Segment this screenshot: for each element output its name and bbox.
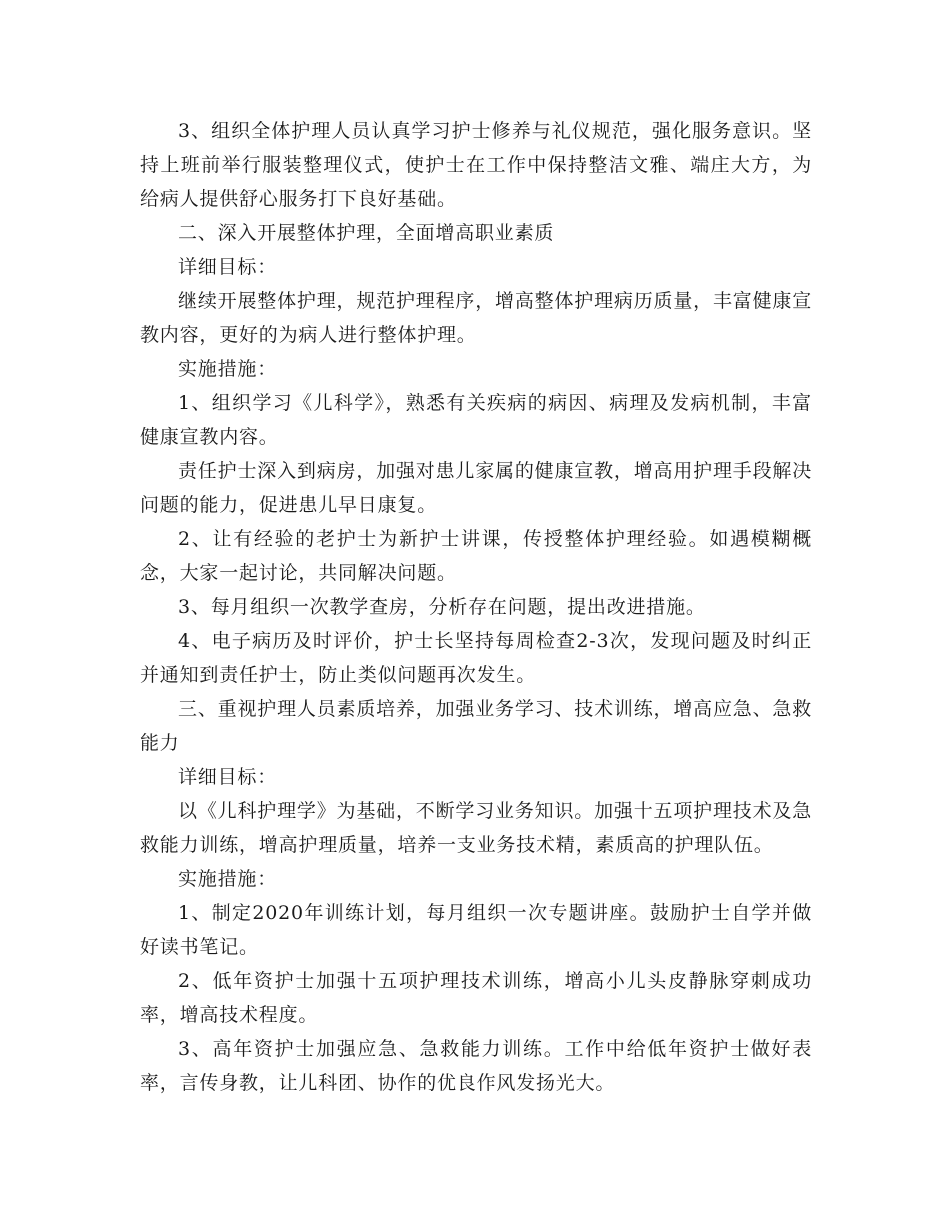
section-heading-2: 二、深入开展整体护理，全面增高职业素质 <box>178 222 555 244</box>
training-item-2: 2、低年资护士加强十五项护理技术训练，增高小儿头皮静脉穿刺成功率，增高技术程度。 <box>140 970 812 1026</box>
measure-item-3: 3、每月组织一次教学查房，分析存在问题，提出改进措施。 <box>178 596 706 618</box>
document-body <box>140 114 812 1100</box>
paragraph-nurse-duty: 责任护士深入到病房，加强对患儿家属的健康宣教，增高用护理手段解决问题的能力，促进患儿早日康复。 <box>140 460 812 516</box>
subheading-measures-2: 实施措施： <box>178 868 278 890</box>
subheading-goal-2: 详细目标： <box>178 766 278 788</box>
subheading-measures: 实施措施： <box>178 358 278 380</box>
measure-item-4: 4、电子病历及时评价，护士长坚持每周检查2-3次，发现问题及时纠正并通知到责任护士，防止类似问题再次发生。 <box>140 630 812 686</box>
section-heading-3: 三、重视护理人员素质培养，加强业务学习、技术训练，增高应急、急救能力 <box>140 698 812 754</box>
training-item-3: 3、高年资护士加强应急、急救能力训练。工作中给低年资护士做好表率，言传身教，让儿科团、协作的优良作风发扬光大。 <box>140 1038 812 1094</box>
subheading-goal: 详细目标： <box>178 256 278 278</box>
measure-item-2: 2、让有经验的老护士为新护士讲课，传授整体护理经验。如遇模糊概念，大家一起讨论，共同解决问题。 <box>140 528 812 584</box>
paragraph-goal-text: 继续开展整体护理，规范护理程序，增高整体护理病历质量，丰富健康宣教内容，更好的为病人进行整体护理。 <box>140 290 812 346</box>
measure-item-1: 1、组织学习《儿科学》，熟悉有关疾病的病因、病理及发病机制，丰富健康宣教内容。 <box>140 392 812 448</box>
paragraph-goal-text-2: 以《儿科护理学》为基础，不断学习业务知识。加强十五项护理技术及急救能力训练，增高护理质量，培养一支业务技术精，素质高的护理队伍。 <box>140 800 812 856</box>
training-item-1: 1、制定2020年训练计划，每月组织一次专题讲座。鼓励护士自学并做好读书笔记。 <box>140 902 812 958</box>
paragraph-1: 3、组织全体护理人员认真学习护士修养与礼仪规范，强化服务意识。坚持上班前举行服装整理仪式，使护士在工作中保持整洁文雅、端庄大方，为给病人提供舒心服务打下良好基础。 <box>140 120 812 210</box>
